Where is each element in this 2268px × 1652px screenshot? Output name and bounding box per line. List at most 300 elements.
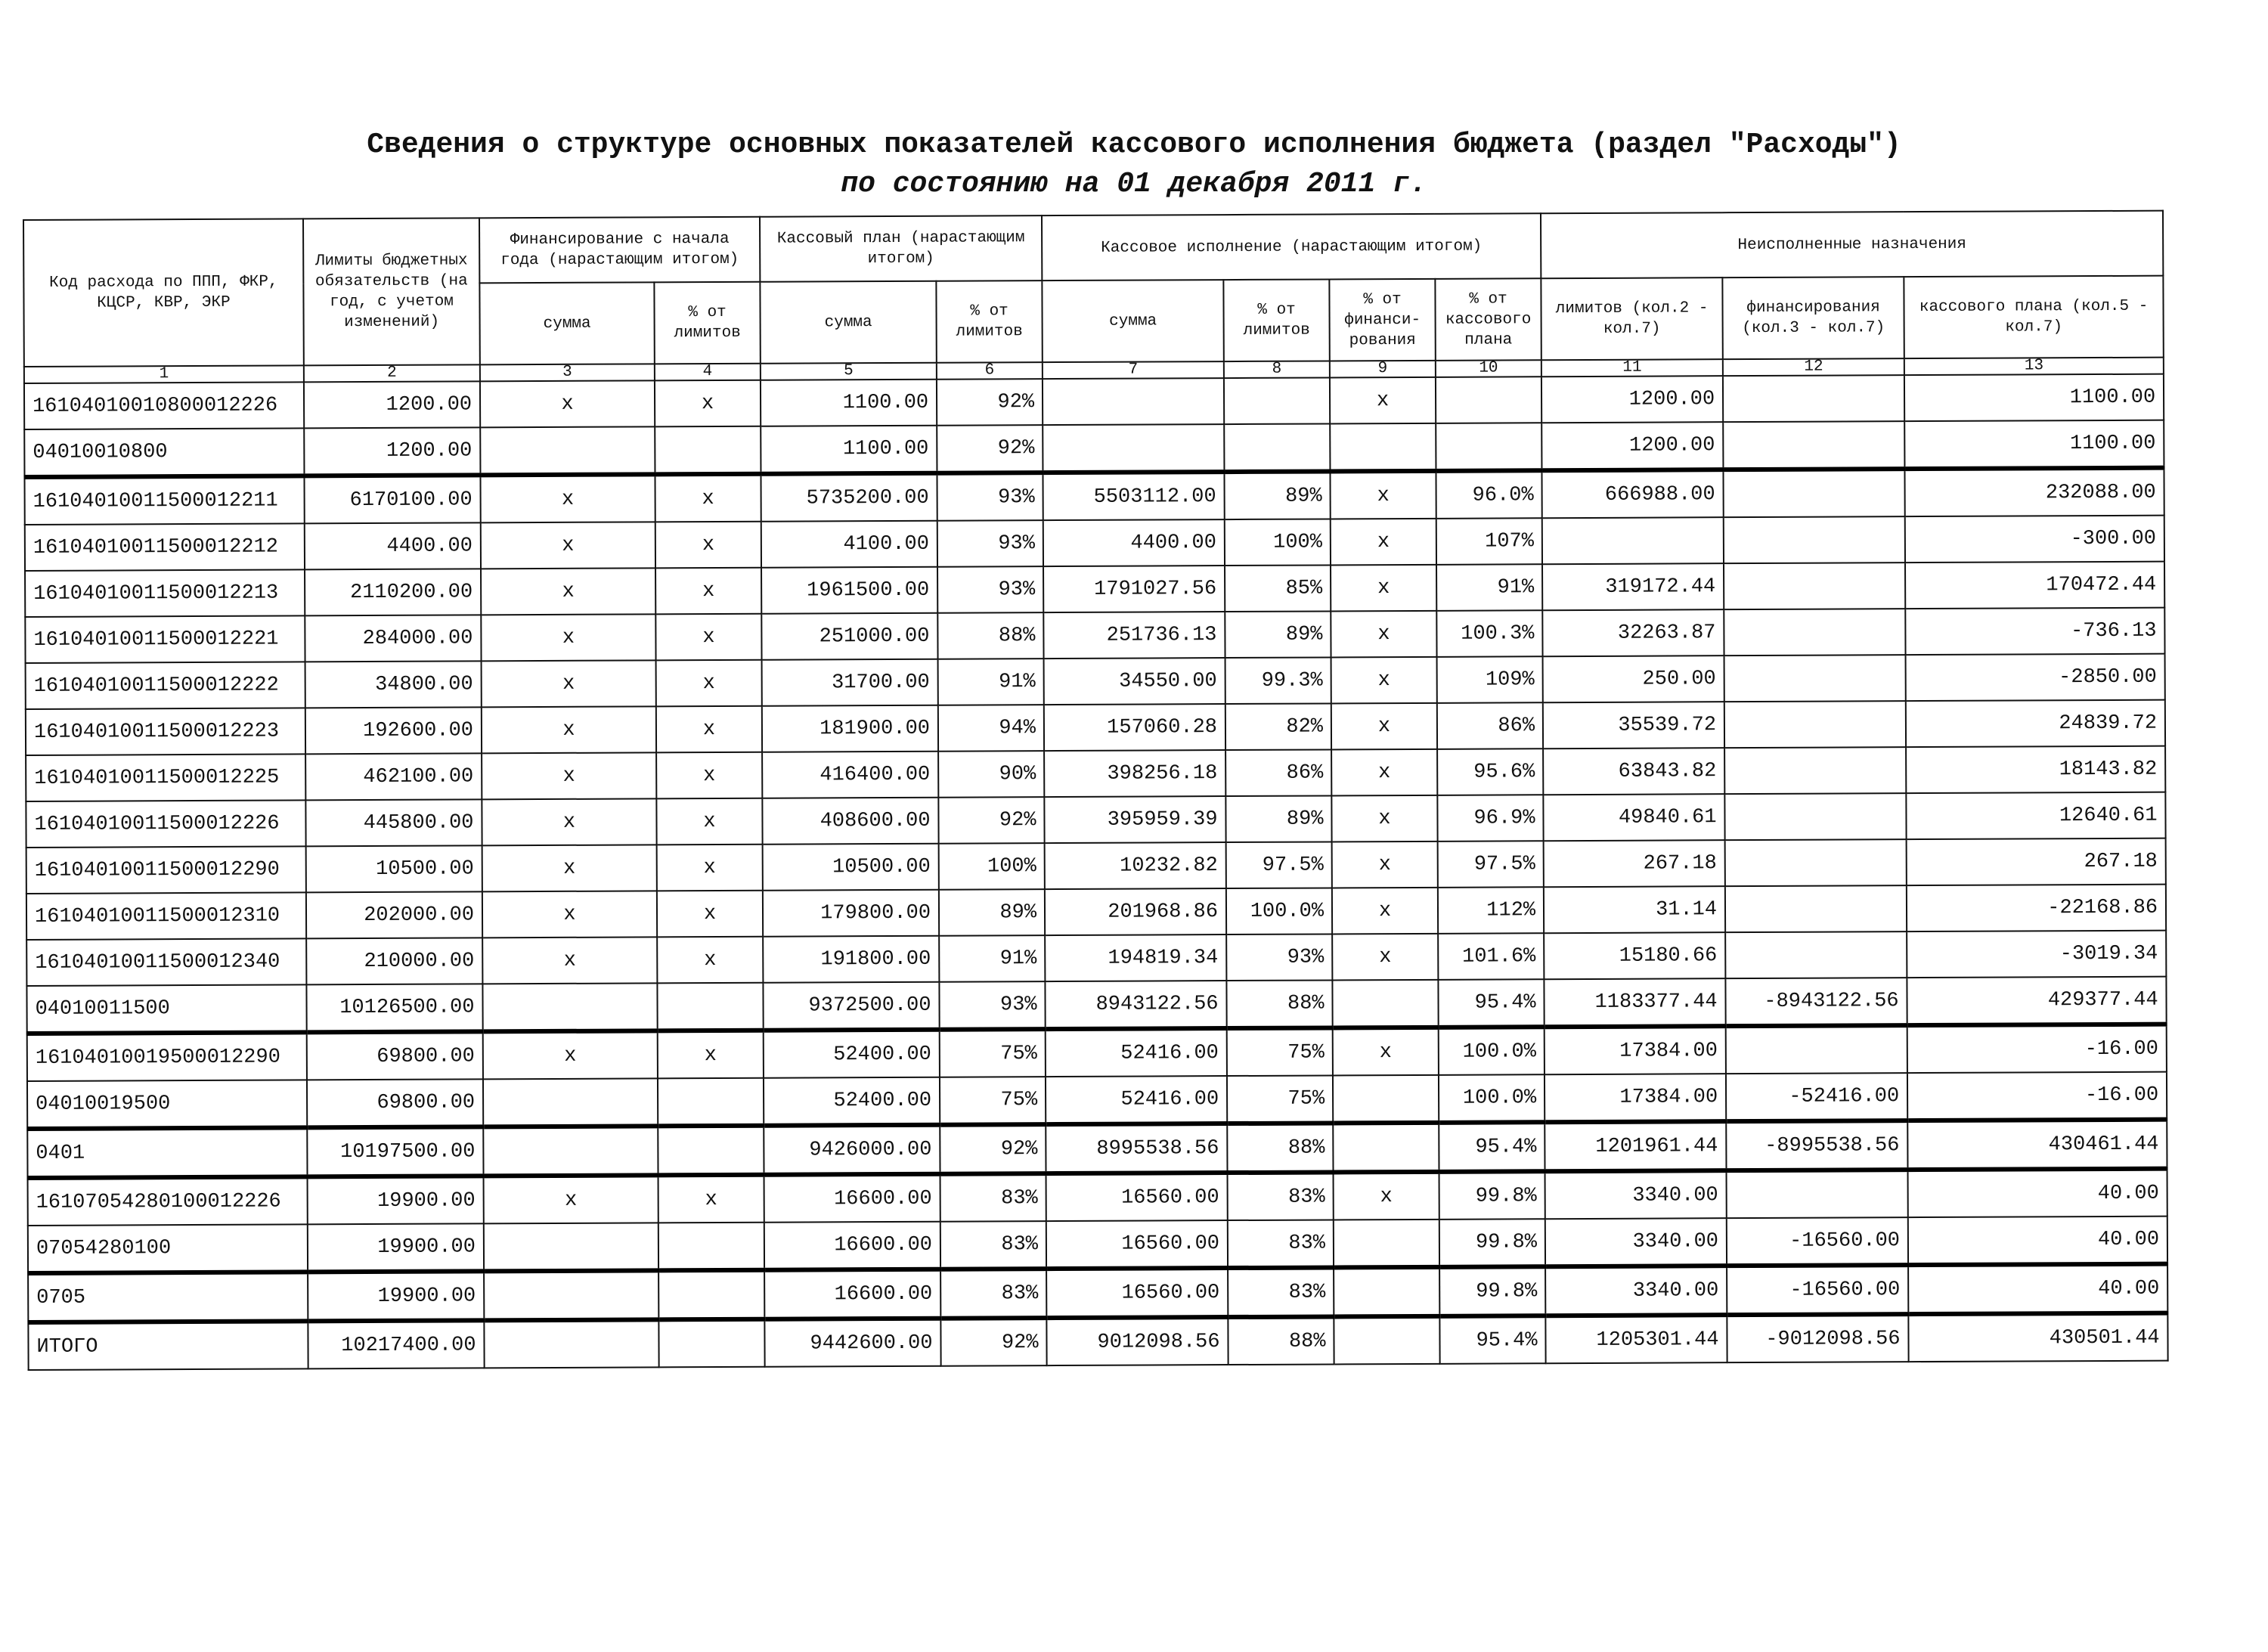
table-cell <box>1224 377 1330 424</box>
table-cell: x <box>657 845 763 891</box>
table-cell: 251000.00 <box>761 613 937 660</box>
header-exec-sum: сумма <box>1042 280 1223 362</box>
table-cell: 83% <box>940 1221 1046 1269</box>
row-code: 16104010011500012290 <box>26 846 306 894</box>
table-cell: 16600.00 <box>764 1222 940 1270</box>
table-cell: 83% <box>1228 1172 1334 1220</box>
table-cell: 93% <box>939 981 1045 1030</box>
table-body <box>24 374 2168 1370</box>
row-code: 16104010011500012226 <box>26 800 305 848</box>
table-cell: -16.00 <box>1907 1072 2167 1120</box>
table-cell: 100% <box>939 843 1045 890</box>
header-limits: Лимиты бюджетных обязательств (на год, с учетом изменений) <box>303 218 480 365</box>
table-cell <box>1723 375 1904 422</box>
table-cell: 16560.00 <box>1046 1173 1228 1221</box>
table-cell: 85% <box>1225 565 1331 612</box>
table-cell: 250.00 <box>1543 656 1724 702</box>
column-number: 6 <box>937 362 1043 380</box>
column-number: 13 <box>1904 358 2164 375</box>
table-cell: 96.0% <box>1436 470 1542 519</box>
table-cell: 16600.00 <box>764 1174 940 1223</box>
table-cell: 17384.00 <box>1545 1074 1726 1122</box>
table-cell: 416400.00 <box>762 752 938 798</box>
table-cell: 86% <box>1225 749 1331 796</box>
table-cell: 16560.00 <box>1046 1220 1228 1269</box>
table-cell: 75% <box>940 1029 1046 1077</box>
table-cell: 52400.00 <box>764 1030 940 1078</box>
table-cell <box>1725 931 1907 978</box>
table-cell: -16560.00 <box>1727 1217 1908 1266</box>
table-cell: x <box>484 1175 658 1223</box>
column-number: 11 <box>1541 359 1723 377</box>
table-cell: 1183377.44 <box>1544 978 1725 1027</box>
table-cell: 17384.00 <box>1545 1026 1726 1074</box>
table-cell: 75% <box>940 1077 1046 1125</box>
column-number: 2 <box>304 364 480 382</box>
table-cell <box>1724 655 1906 702</box>
table-cell: x <box>483 1031 658 1079</box>
table-cell: 1100.00 <box>1904 420 2164 469</box>
table-cell: 100.3% <box>1436 610 1542 657</box>
table-cell <box>658 1126 764 1176</box>
column-number: 12 <box>1723 358 1904 376</box>
table-cell: 445800.00 <box>305 799 482 846</box>
row-code: 04010011500 <box>26 984 306 1034</box>
row-code: 16104010011500012212 <box>25 523 305 571</box>
table-cell: x <box>481 614 655 661</box>
table-cell: 52416.00 <box>1046 1076 1227 1124</box>
table-cell: 93% <box>1226 934 1332 981</box>
table-cell: 319172.44 <box>1542 563 1724 610</box>
table-cell: 75% <box>1227 1075 1333 1124</box>
table-cell: 75% <box>1227 1027 1333 1076</box>
header-plan-sum: сумма <box>760 281 936 364</box>
table-cell: x <box>655 380 761 427</box>
table-cell: -16.00 <box>1907 1024 2167 1073</box>
table-cell: x <box>482 891 657 938</box>
table-cell: -2850.00 <box>1906 654 2165 701</box>
table-cell <box>1724 563 1905 609</box>
table-cell: 395959.39 <box>1044 796 1225 843</box>
table-cell: x <box>656 752 762 799</box>
table-cell: 97.5% <box>1226 841 1332 888</box>
table-cell <box>1724 701 1906 748</box>
table-cell: 9426000.00 <box>764 1125 940 1175</box>
table-cell: 1791027.56 <box>1043 566 1225 612</box>
table-cell: 89% <box>1225 471 1331 519</box>
table-cell: 8943122.56 <box>1045 981 1226 1029</box>
table-cell <box>1725 885 1907 932</box>
table-row <box>27 1120 2167 1178</box>
row-code: 16107054280100012226 <box>28 1176 308 1226</box>
table-cell: 97.5% <box>1438 841 1544 888</box>
table-cell: 86% <box>1437 702 1543 749</box>
table-cell: 92% <box>937 379 1043 426</box>
table-cell: 12640.61 <box>1906 792 2165 839</box>
table-cell: x <box>1331 565 1436 612</box>
table-cell <box>1723 421 1904 470</box>
table-cell <box>1224 423 1330 472</box>
header-unfulfilled: Неисполненные назначения <box>1541 211 2163 279</box>
table-cell: x <box>1332 934 1438 981</box>
table-cell: 3340.00 <box>1545 1266 1727 1316</box>
table-cell: x <box>482 845 657 891</box>
table-cell: x <box>655 614 761 661</box>
table-cell: 95.4% <box>1439 1122 1545 1172</box>
table-cell: 210000.00 <box>306 938 482 984</box>
table-cell: 101.6% <box>1438 933 1544 980</box>
table-cell: 4400.00 <box>305 522 481 569</box>
table-cell: 462100.00 <box>305 753 482 800</box>
table-cell <box>1727 1170 1908 1218</box>
row-code: 16104010011500012225 <box>26 754 305 801</box>
table-cell: 179800.00 <box>763 890 939 937</box>
column-number: 7 <box>1043 361 1224 379</box>
header-financing: Финансирование с начала года (нарастающим итогом) <box>479 217 760 284</box>
table-cell: 95.6% <box>1437 749 1543 795</box>
row-code: ИТОГО <box>28 1321 308 1370</box>
table-cell: 19900.00 <box>308 1223 484 1272</box>
row-code: 0401 <box>27 1127 307 1178</box>
table-cell: 109% <box>1437 656 1543 703</box>
table-cell: 40.00 <box>1908 1264 2167 1314</box>
table-cell: 18143.82 <box>1906 746 2165 793</box>
column-number: 8 <box>1224 361 1330 378</box>
table-cell: x <box>657 891 763 938</box>
header-exec-pct-limits: % от лимитов <box>1223 279 1329 361</box>
table-cell: 408600.00 <box>762 798 938 845</box>
table-cell: 194819.34 <box>1045 934 1226 981</box>
table-cell: 16600.00 <box>764 1269 940 1319</box>
table-cell: x <box>656 798 762 845</box>
table-cell: 10500.00 <box>763 844 939 891</box>
report-date: по состоянию на 01 декабря 2011 г. <box>841 168 1427 200</box>
table-cell: -8943122.56 <box>1725 978 1907 1026</box>
table-cell <box>1043 378 1224 425</box>
table-cell: 24839.72 <box>1906 700 2165 747</box>
header-cash-plan: Кассовый план (нарастающим итогом) <box>760 215 1042 282</box>
table-cell <box>1436 377 1541 423</box>
table-cell <box>657 983 763 1031</box>
table-cell: x <box>658 1175 764 1223</box>
table-cell: 99.8% <box>1439 1219 1545 1267</box>
table-cell <box>1724 793 1906 840</box>
table-cell: 251736.13 <box>1043 612 1225 659</box>
table-cell: 96.9% <box>1437 795 1543 841</box>
table-cell: x <box>658 1031 764 1079</box>
table-cell: 430501.44 <box>1908 1313 2167 1362</box>
table-cell: 1200.00 <box>304 381 480 428</box>
table-cell <box>1334 1220 1439 1268</box>
table-cell: 35539.72 <box>1543 702 1724 749</box>
table-cell: -3019.34 <box>1907 931 2166 978</box>
table-cell: 92% <box>940 1318 1046 1366</box>
table-cell: 40.00 <box>1908 1217 2167 1265</box>
row-code: 16104010010800012226 <box>24 382 304 429</box>
table-cell: 267.18 <box>1907 838 2166 885</box>
row-code: 16104010011500012222 <box>26 662 305 709</box>
table-cell: 100.0% <box>1226 888 1332 934</box>
table-cell: 1200.00 <box>1541 422 1723 470</box>
table-cell: 9442600.00 <box>764 1319 940 1367</box>
table-cell: -52416.00 <box>1726 1073 1907 1121</box>
table-cell <box>1333 1123 1439 1173</box>
row-code: 16104010019500012290 <box>27 1032 307 1081</box>
table-cell: 92% <box>940 1124 1046 1174</box>
table-cell: x <box>657 937 763 984</box>
table-cell <box>1724 469 1905 517</box>
table-cell: 1100.00 <box>1904 374 2164 421</box>
table-cell: 9372500.00 <box>763 982 939 1031</box>
table-cell: 31.14 <box>1544 886 1725 933</box>
table-cell: -8995538.56 <box>1726 1120 1907 1170</box>
table-cell: 9012098.56 <box>1046 1317 1228 1365</box>
table-cell: 1100.00 <box>761 380 937 426</box>
table-cell <box>1332 980 1438 1028</box>
table-cell: 83% <box>940 1269 1046 1319</box>
table-cell: 666988.00 <box>1542 470 1724 518</box>
table-cell: x <box>655 522 761 569</box>
table-cell: x <box>1333 1027 1439 1076</box>
row-code: 0705 <box>28 1272 308 1322</box>
table-cell <box>1436 423 1541 471</box>
budget-table <box>23 210 2169 1371</box>
table-cell: 91% <box>1436 564 1542 611</box>
column-number: 3 <box>480 364 655 381</box>
table-cell: 16560.00 <box>1046 1268 1228 1318</box>
table-cell: -9012098.56 <box>1727 1314 1908 1362</box>
table-cell: x <box>1331 749 1437 796</box>
table-cell: 19900.00 <box>308 1271 484 1321</box>
table-cell <box>1724 747 1906 794</box>
table-cell: x <box>1331 703 1437 750</box>
table-cell: x <box>1332 888 1438 934</box>
table-cell: x <box>482 706 656 753</box>
row-code: 16104010011500012213 <box>25 569 305 617</box>
table-cell <box>484 1223 658 1271</box>
table-cell: x <box>482 752 656 799</box>
table-cell: x <box>656 660 762 707</box>
table-cell: 1205301.44 <box>1545 1315 1727 1363</box>
table-cell <box>1726 1025 1907 1074</box>
table-cell: x <box>1331 611 1436 658</box>
table-cell: 93% <box>937 520 1043 567</box>
table-cell: 107% <box>1436 518 1542 565</box>
table-cell <box>484 1270 658 1320</box>
table-cell: 201968.86 <box>1045 888 1226 935</box>
table-cell: 1100.00 <box>761 426 937 474</box>
table-cell: x <box>1332 841 1438 888</box>
table-cell: 10500.00 <box>306 845 482 892</box>
table-cell: 83% <box>1228 1267 1334 1317</box>
column-number: 5 <box>761 363 937 380</box>
table-cell: 398256.18 <box>1044 750 1225 797</box>
table-cell: 10232.82 <box>1045 842 1226 889</box>
row-code: 16104010011500012221 <box>25 615 305 663</box>
column-number: 4 <box>655 364 761 381</box>
column-number: 1 <box>24 365 304 383</box>
table-cell <box>1333 1075 1439 1124</box>
table-cell: 90% <box>938 751 1044 798</box>
table-cell: 10197500.00 <box>307 1127 483 1176</box>
table-cell: 95.4% <box>1439 1316 1545 1364</box>
header-plan-pct-limits: % от лимитов <box>936 280 1042 363</box>
table-cell: 232088.00 <box>1905 468 2164 516</box>
table-cell: 4400.00 <box>1043 519 1225 566</box>
table-cell: 112% <box>1438 887 1544 934</box>
header-unf-limits: лимитов (кол.2 - кол.7) <box>1541 277 1722 360</box>
table-cell <box>483 1078 658 1127</box>
table-cell <box>1725 839 1907 886</box>
table-cell: 100.0% <box>1439 1027 1545 1075</box>
table-cell: 1201961.44 <box>1545 1121 1726 1171</box>
table-cell: x <box>1331 657 1437 704</box>
table-cell: x <box>1331 471 1436 519</box>
table-cell: 91% <box>939 935 1045 982</box>
table-cell: 88% <box>1228 1316 1334 1365</box>
table-cell <box>1334 1316 1439 1365</box>
table-cell <box>483 1126 658 1176</box>
table-cell: 52416.00 <box>1046 1028 1227 1077</box>
table-cell <box>1542 517 1724 564</box>
row-code: 16104010011500012310 <box>26 892 306 940</box>
table-cell <box>658 1078 764 1127</box>
table-cell: 10126500.00 <box>306 984 482 1032</box>
header-exec-pct-financing: % от финанси-рования <box>1329 279 1435 361</box>
table-cell: 100.0% <box>1439 1074 1545 1123</box>
table-cell: x <box>1331 795 1437 842</box>
table-cell: 1200.00 <box>304 427 480 476</box>
table-cell: 34800.00 <box>305 661 482 708</box>
table-cell <box>655 426 761 475</box>
column-number: 10 <box>1436 360 1541 377</box>
table-cell: 10217400.00 <box>308 1320 484 1368</box>
table-cell <box>1043 424 1224 473</box>
table-cell: 6170100.00 <box>304 475 480 523</box>
header-fin-sum: сумма <box>479 282 654 364</box>
table-cell: 88% <box>937 612 1043 659</box>
table-cell: 69800.00 <box>307 1031 483 1080</box>
table-cell <box>658 1223 764 1271</box>
header-unf-cash-plan: кассового плана (кол.5 - кол.7) <box>1904 276 2163 358</box>
row-code: 16104010011500012340 <box>26 938 306 986</box>
table-cell: 3340.00 <box>1545 1170 1727 1219</box>
row-code: 07054280100 <box>28 1224 308 1273</box>
table-cell: 92% <box>938 797 1044 844</box>
table-cell: 284000.00 <box>305 615 481 662</box>
table-cell: 191800.00 <box>763 936 939 983</box>
table-cell: 99.3% <box>1225 657 1331 704</box>
column-number: 9 <box>1330 361 1436 378</box>
table-cell: 89% <box>1225 795 1331 842</box>
table-cell: 8995538.56 <box>1046 1124 1227 1173</box>
table-cell: -300.00 <box>1905 516 2164 563</box>
table-cell: x <box>481 522 655 569</box>
header-execution: Кассовое исполнение (нарастающим итогом) <box>1042 213 1541 280</box>
table-cell: 40.00 <box>1908 1169 2167 1217</box>
table-cell <box>1330 423 1436 472</box>
table-cell: -736.13 <box>1905 608 2164 655</box>
table-cell: 93% <box>937 473 1043 521</box>
table-cell: 192600.00 <box>305 707 482 754</box>
table-cell: -22168.86 <box>1907 885 2166 931</box>
table-cell: 99.8% <box>1439 1171 1545 1220</box>
table-cell: 32263.87 <box>1542 609 1724 656</box>
table-cell: 83% <box>940 1173 1046 1222</box>
table-cell <box>480 426 655 475</box>
table-cell: -16560.00 <box>1727 1265 1908 1315</box>
table-cell: x <box>1330 377 1436 424</box>
table-cell <box>1724 516 1905 563</box>
table-cell: 5503112.00 <box>1043 472 1225 520</box>
table-cell: 15180.66 <box>1544 932 1725 979</box>
table-cell <box>658 1319 764 1368</box>
table-cell <box>484 1319 658 1368</box>
row-code: 04010010800 <box>24 428 304 477</box>
header-exec-pct-cash-plan: % от кассового плана <box>1435 278 1541 361</box>
table-cell: x <box>482 660 656 707</box>
table-cell: 82% <box>1225 703 1331 750</box>
table-cell: 88% <box>1227 1123 1333 1173</box>
row-code: 16104010011500012223 <box>26 708 305 755</box>
table-cell: 100% <box>1225 519 1331 566</box>
table-cell: x <box>480 380 655 427</box>
row-code: 16104010011500012211 <box>24 476 304 525</box>
table-cell: 34550.00 <box>1044 658 1225 705</box>
table-cell: x <box>480 474 655 522</box>
table-cell: x <box>655 474 761 522</box>
table-cell <box>658 1270 764 1320</box>
header-fin-pct-limits: % от лимитов <box>654 282 760 364</box>
table-cell: 49840.61 <box>1543 794 1724 841</box>
table-cell: 5735200.00 <box>761 473 937 522</box>
table-cell <box>1724 609 1905 656</box>
row-code: 04010019500 <box>27 1080 307 1129</box>
table-cell: 181900.00 <box>762 705 938 752</box>
table-cell: 267.18 <box>1544 840 1725 887</box>
table-cell: x <box>656 706 762 753</box>
table-cell: 93% <box>937 566 1043 613</box>
table-cell: 83% <box>1228 1220 1334 1268</box>
table-cell: 429377.44 <box>1907 977 2166 1025</box>
table-row <box>28 1313 2167 1370</box>
header-code: Код расхода по ППП, ФКР, КЦСР, КВР, ЭКР <box>23 219 304 367</box>
report-title: Сведения о структуре основных показателей кассового исполнения бюджета (раздел "Расходы") <box>367 129 1901 161</box>
table-cell: x <box>481 568 655 615</box>
table-cell: 170472.44 <box>1905 562 2164 609</box>
table-cell: 19900.00 <box>308 1176 484 1224</box>
table-cell: x <box>482 798 656 845</box>
table-cell: 31700.00 <box>762 659 938 706</box>
table-cell <box>1334 1267 1439 1317</box>
table-row <box>28 1264 2167 1322</box>
table-cell: x <box>655 568 761 615</box>
table-cell: 63843.82 <box>1543 748 1724 795</box>
table-cell: 157060.28 <box>1044 704 1225 751</box>
table-cell: x <box>1334 1172 1439 1220</box>
table-cell: 202000.00 <box>306 891 482 938</box>
table-cell: 52400.00 <box>764 1077 940 1126</box>
table-cell: 95.4% <box>1438 979 1544 1027</box>
table-cell: 1200.00 <box>1541 376 1723 423</box>
table-cell: 89% <box>939 889 1045 936</box>
table-cell: 4100.00 <box>761 521 937 568</box>
table-cell: 3340.00 <box>1545 1218 1727 1266</box>
table-cell: 92% <box>937 425 1043 473</box>
table-cell: x <box>482 937 657 984</box>
table-cell: 94% <box>938 705 1044 752</box>
table-cell: 2110200.00 <box>305 569 481 615</box>
